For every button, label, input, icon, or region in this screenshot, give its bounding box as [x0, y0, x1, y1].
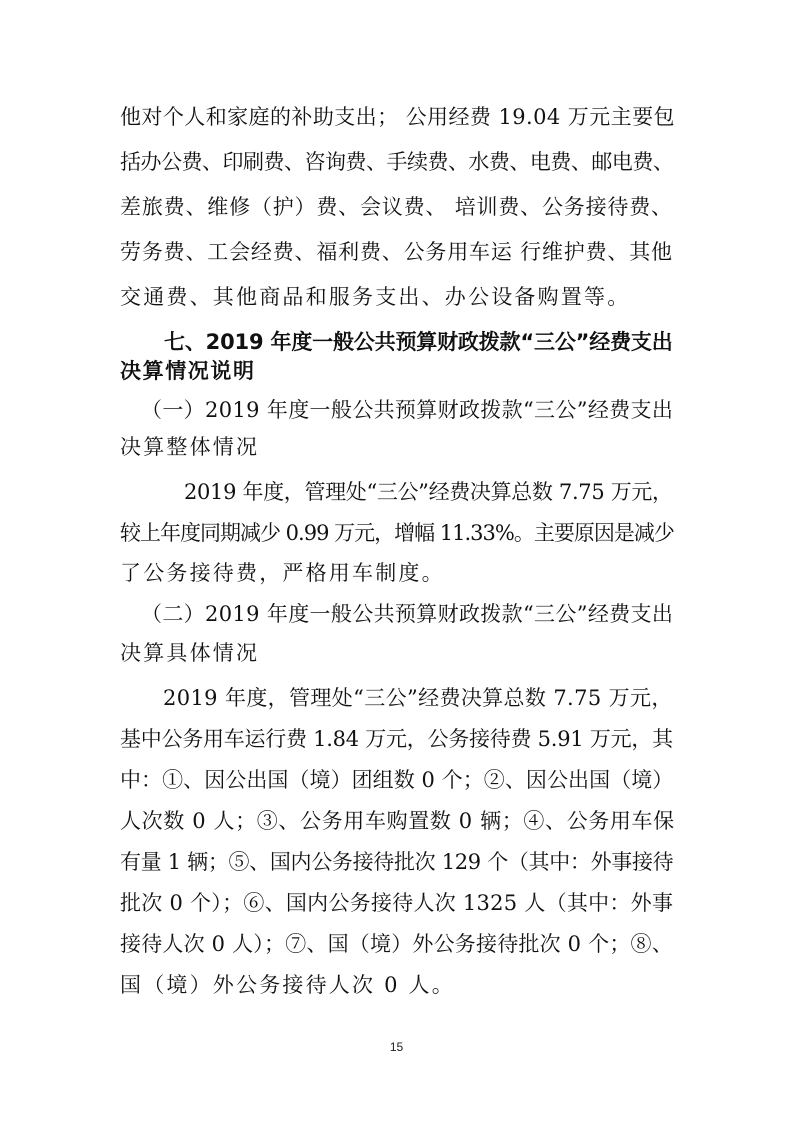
subheading-1-line-2: 决算整体情况 — [120, 435, 260, 459]
paragraph-2-line-2: 较上年度同期减少 0.99 万元，增幅 11.33%。主要原因是减少 — [120, 521, 674, 545]
paragraph-1-line-1: 他对个人和家庭的补助支出； 公用经费 19.04 万元主要包 — [120, 105, 675, 129]
paragraph-3-line-7: 接待人次 0 人）；⑦、国（境）外公务接待批次 0 个；⑧、 — [120, 932, 673, 956]
paragraph-3-line-2: 基中公务用车运行费 1.84 万元，公务接待费 5.91 万元，其 — [120, 727, 673, 751]
subheading-2-line-1: （二）2019 年度一般公共预算财政拨款“三公”经费支出 — [141, 602, 674, 626]
paragraph-3-line-8: 国（境）外公务接待人次 0 人。 — [120, 973, 455, 997]
paragraph-1-line-4: 劳务费、工会经费、福利费、公务用车运 行维护费、其他 — [120, 240, 673, 264]
section-heading-line-1: 七、2019 年度一般公共预算财政拨款“三公”经费支出 — [164, 330, 673, 354]
paragraph-1-line-3: 差旅费、维修（护）费、会议费、 培训费、公务接待费、 — [120, 195, 673, 219]
paragraph-2-line-1: 2019 年度，管理处“三公”经费决算总数 7.75 万元， — [184, 480, 673, 504]
paragraph-3-line-5: 有量 1 辆；⑤、国内公务接待批次 129 个（其中：外事接待 — [120, 850, 674, 874]
paragraph-2-line-3: 了公务接待费，严格用车制度。 — [120, 561, 445, 585]
subheading-1-line-1: （一）2019 年度一般公共预算财政拨款“三公”经费支出 — [141, 398, 674, 422]
subheading-2-line-2: 决算具体情况 — [120, 641, 260, 665]
paragraph-3-line-6: 批次 0 个）；⑥、国内公务接待人次 1325 人（其中：外事 — [120, 891, 674, 915]
section-heading-line-2: 决算情况说明 — [120, 359, 256, 383]
paragraph-1-line-2: 括办公费、印刷费、咨询费、手续费、水费、电费、邮电费、 — [120, 150, 674, 174]
paragraph-3-line-3: 中：①、因公出国（境）团组数 0 个；②、因公出国（境） — [120, 768, 674, 792]
paragraph-3-line-4: 人次数 0 人；③、公务用车购置数 0 辆；④、公务用车保 — [120, 809, 675, 833]
paragraph-1-line-5: 交通费、其他商品和服务支出、办公设备购置等。 — [120, 285, 631, 309]
paragraph-3-line-1: 2019 年度，管理处“三公”经费决算总数 7.75 万元， — [163, 686, 673, 710]
page-number: 15 — [389, 1040, 404, 1054]
